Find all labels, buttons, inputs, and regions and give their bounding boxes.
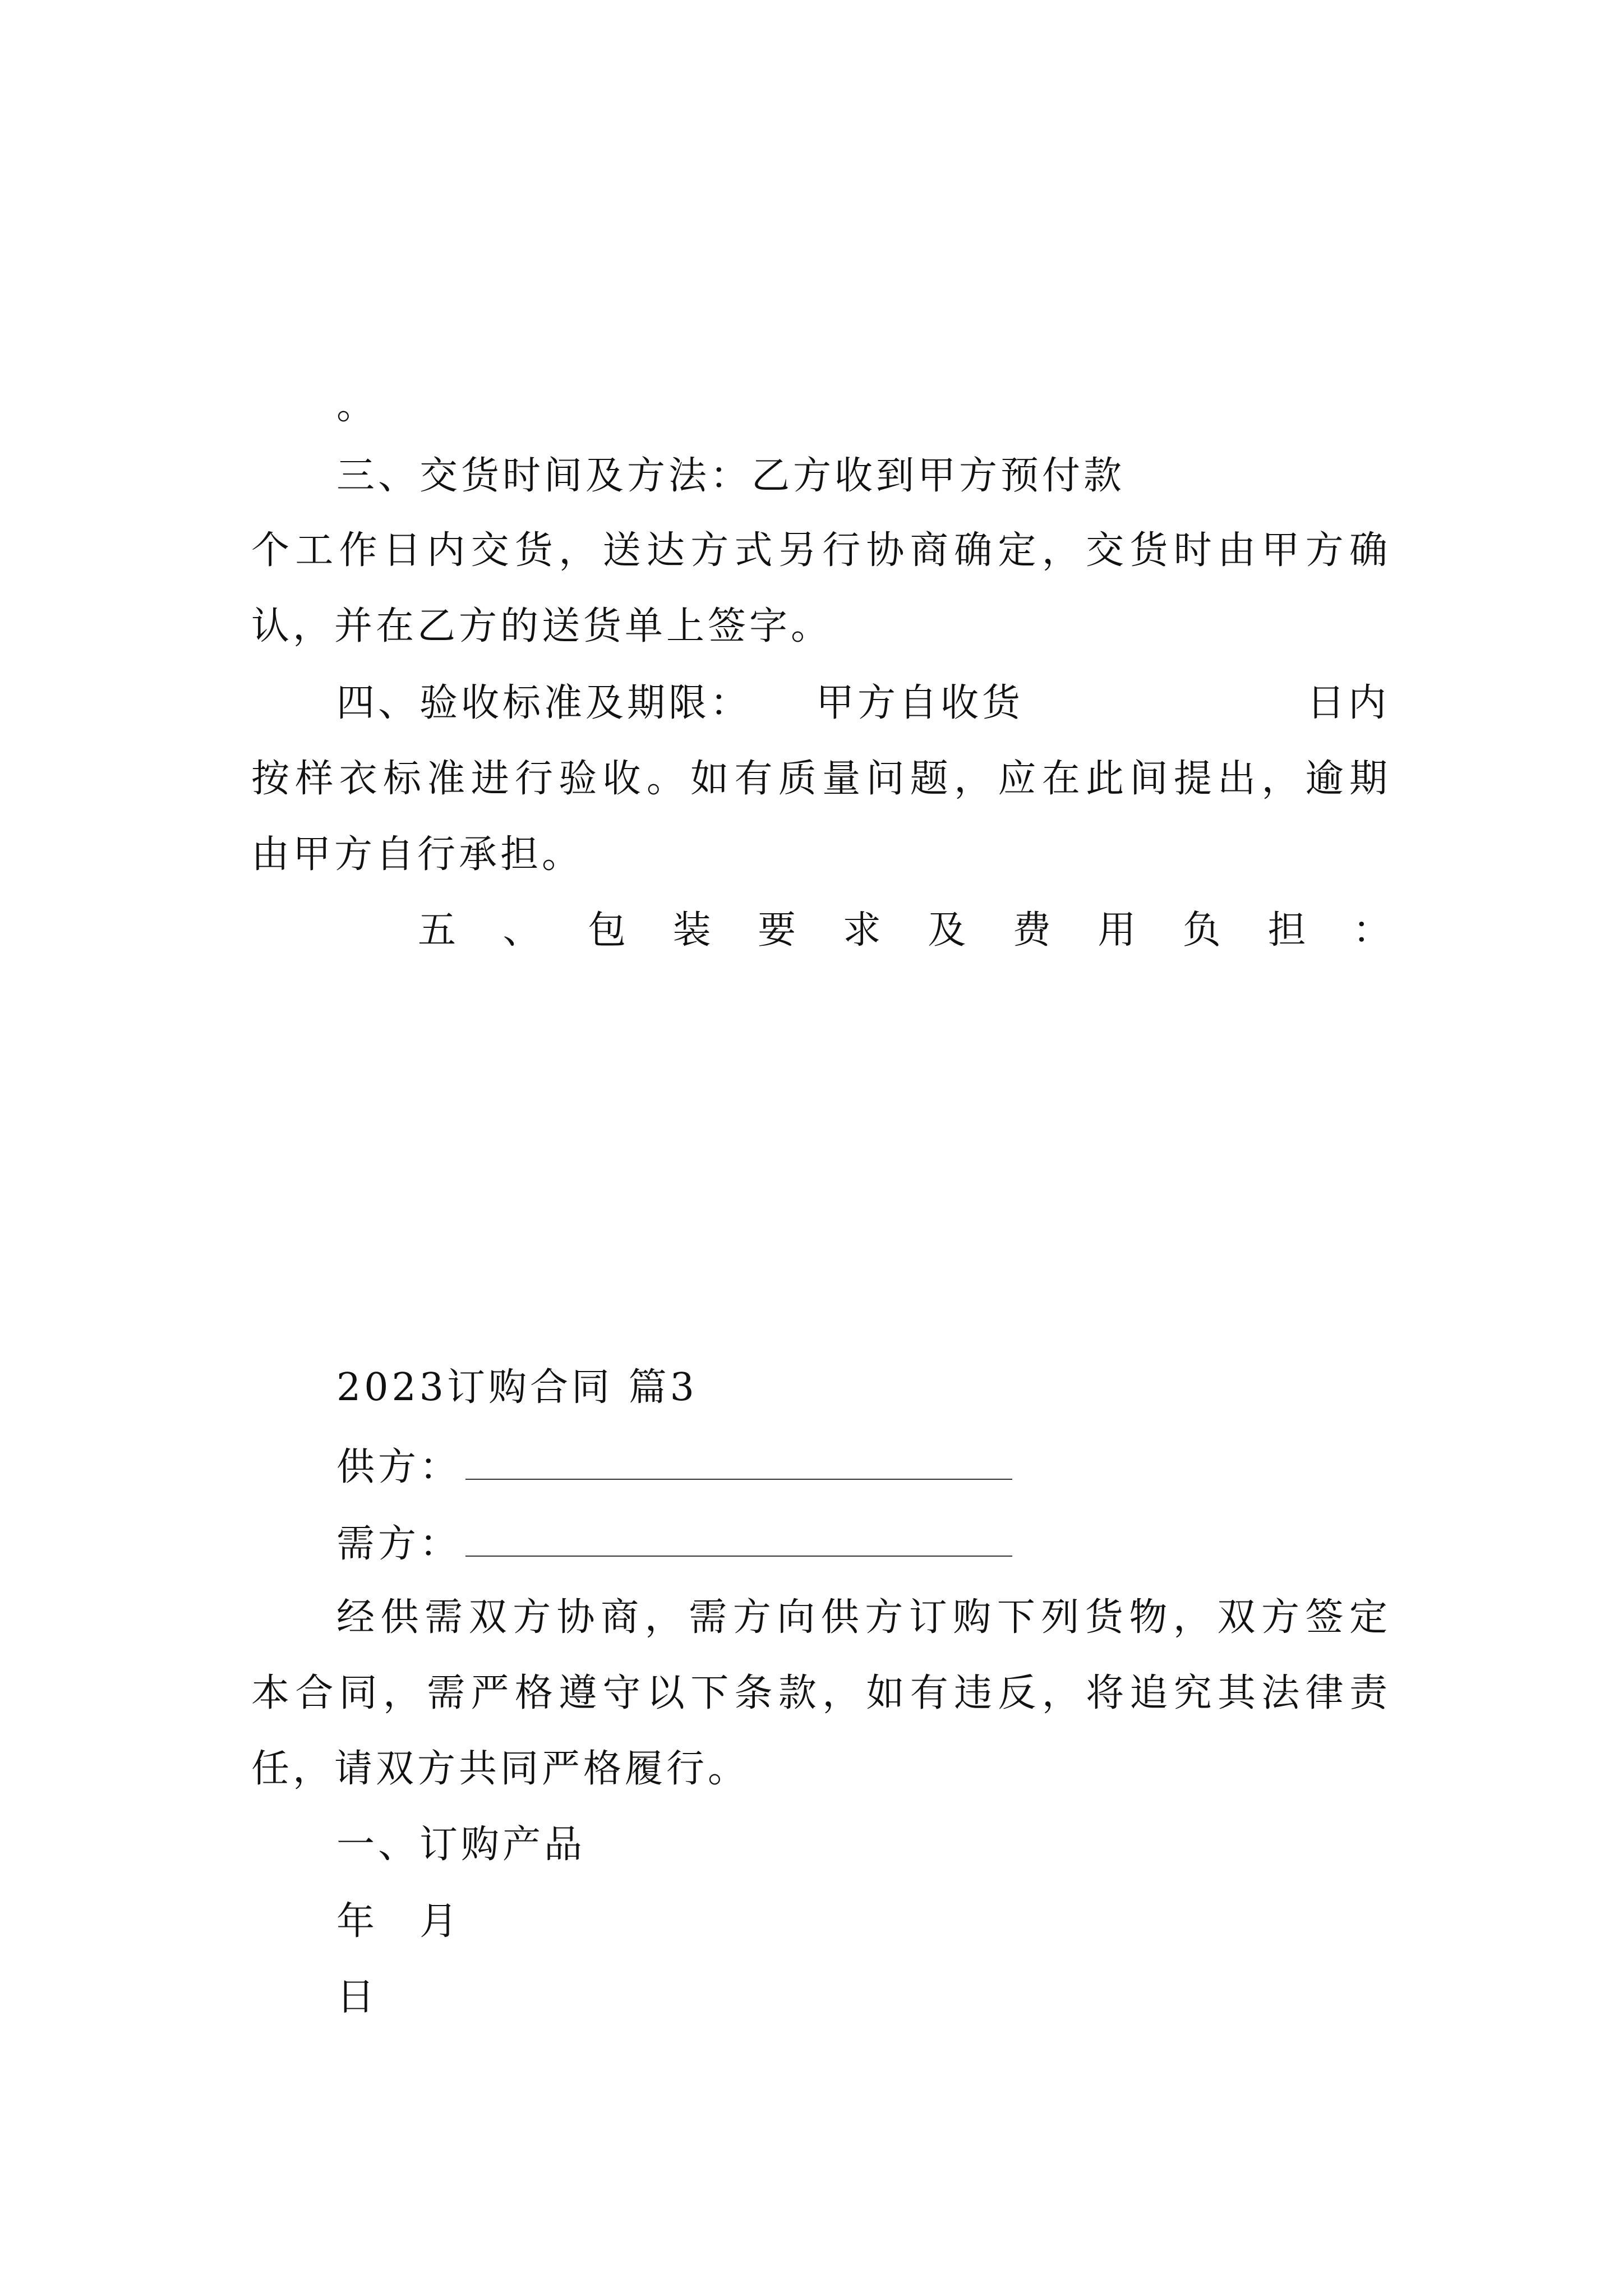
supplier-label: 供方： [336, 1445, 462, 1489]
clause5-line1: 五 、 包 装 要 求 及 费 用 负 担 ： [418, 908, 1391, 953]
clause4-line3: 由甲方自行承担。 [251, 832, 584, 877]
date-year-month: 年 月 [336, 1899, 462, 1944]
intro-line3: 任，请双方共同严格履行。 [251, 1747, 750, 1791]
clause4-end: 日内 [1307, 681, 1390, 725]
intro-line1: 经供需双方协商，需方向供方订购下列货物，双方签定 [336, 1595, 1391, 1640]
clause4-mid: 甲方自收货 [816, 681, 1024, 725]
item1-heading: 一、订购产品 [336, 1823, 586, 1867]
contract-title: 2023订购合同 篇3 [336, 1365, 698, 1410]
date-day: 日 [336, 1975, 379, 2019]
buyer-row [336, 1522, 1012, 1566]
supplier-row [336, 1446, 1012, 1487]
clause3-line2: 个工作日内交货，送达方式另行协商确定，交货时由甲方确 [251, 528, 1391, 573]
buyer-blank[interactable] [465, 1523, 1012, 1557]
clause4-label: 四、验收标准及期限： [336, 681, 752, 725]
intro-line2: 本合同，需严格遵守以下条款，如有违反，将追究其法律责 [251, 1671, 1391, 1715]
clause4-line2: 按样衣标准进行验收。如有质量问题，应在此间提出，逾期 [251, 757, 1391, 801]
clause3-line3: 认，并在乙方的送货单上签字。 [251, 604, 833, 648]
buyer-label: 需方： [336, 1522, 462, 1566]
supplier-blank[interactable] [465, 1446, 1012, 1480]
clause3-line1: 三、交货时间及方法：乙方收到甲方预付款 [336, 454, 1126, 498]
period-line: 。 [336, 384, 379, 428]
